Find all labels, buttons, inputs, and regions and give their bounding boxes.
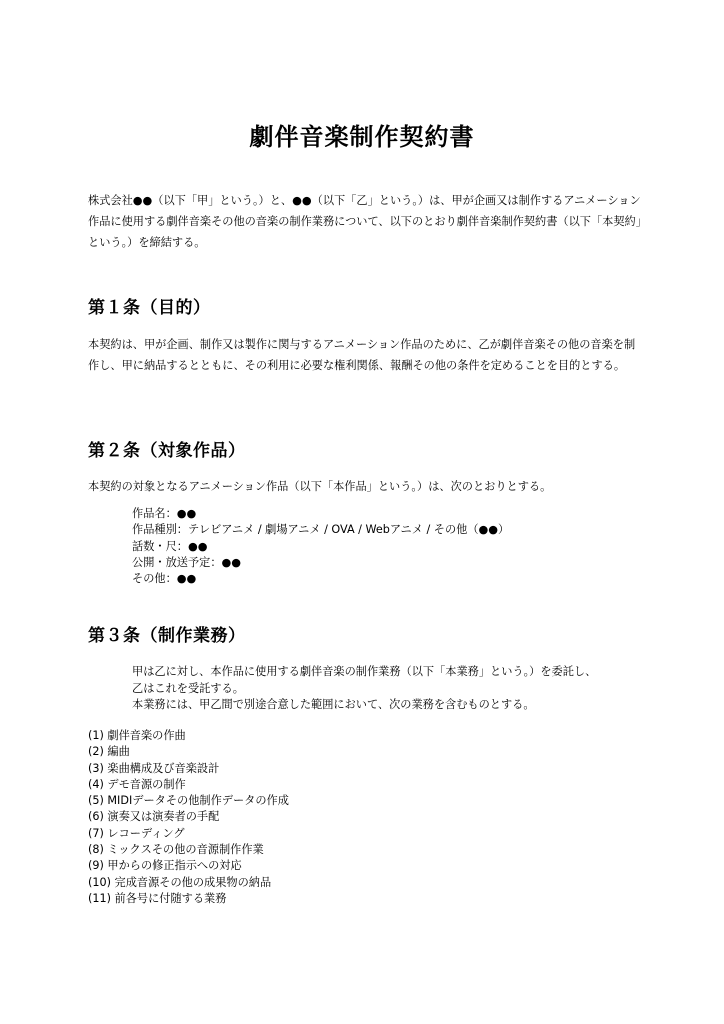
list-item: (1) 劇伴音楽の作曲: [88, 729, 186, 742]
article2-item-list: [132, 506, 509, 587]
list-item: (6) 演奏又は演奏者の手配: [88, 810, 220, 824]
article3-item-list: [88, 728, 289, 907]
article3-body: [132, 664, 644, 714]
preamble-paragraph: 株式会社●●（以下「甲」という。）と、●●（以下「乙」という。）は、甲が企画又は制作するアニメーション作品に使用する劇伴音楽その他の音楽の制作業務について、以下のとおり劇伴音楽制作契約書（以下「本契約」という。）を締結する。: [88, 194, 642, 249]
list-item: (2) 編曲: [88, 745, 130, 759]
list-item: 話数・尺：●●: [132, 539, 208, 553]
list-item: その他：●●: [132, 572, 197, 586]
list-item: (4) デモ音源の制作: [88, 777, 186, 791]
article3-body-line: 本業務には、甲乙間で別途合意した範囲において、次の業務を含むものとする。: [132, 698, 535, 711]
article3-heading: 第３条（制作業務）: [88, 626, 246, 646]
article3-body-line: 乙はこれを受託する。: [132, 681, 244, 695]
list-item: (9) 甲からの修正指示への対応: [88, 859, 242, 873]
list-item: (10) 完成音源その他の成果物の納品: [88, 875, 272, 889]
list-item: (7) レコーディング: [88, 826, 185, 840]
list-item: (11) 前各号に付随する業務: [88, 891, 227, 905]
article1-heading: 第１条（目的）: [88, 298, 211, 318]
article3-body-line: 甲は乙に対し、本作品に使用する劇伴音楽の制作業務（以下「本業務」という。）を委託し、: [132, 665, 597, 678]
list-item: (8) ミックスその他の音源制作作業: [88, 843, 264, 857]
list-item: 公開・放送予定：●●: [132, 555, 242, 569]
article2-heading: 第２条（対象作品）: [88, 441, 246, 461]
document-title: 劇伴音楽制作契約書: [249, 123, 475, 151]
article2-body: 本契約の対象となるアニメーション作品（以下「本作品」という。）は、次のとおりとする。: [88, 480, 552, 493]
list-item: (5) MIDIデータその他制作データの作成: [88, 794, 289, 808]
list-item: (3) 楽曲構成及び音楽設計: [88, 761, 220, 775]
list-item: 作品種別：テレビアニメ / 劇場アニメ / OVA / Webアニメ / その他（●●）: [132, 523, 510, 537]
list-item: 作品名：●●: [132, 507, 197, 520]
article1-body: 本契約は、甲が企画、制作又は製作に関与するアニメーション作品のために、乙が劇伴音楽その他の音楽を制作し、甲に納品するとともに、その利用に必要な権利関係、報酬その他の条件を定めることを目的とする。: [88, 338, 636, 372]
